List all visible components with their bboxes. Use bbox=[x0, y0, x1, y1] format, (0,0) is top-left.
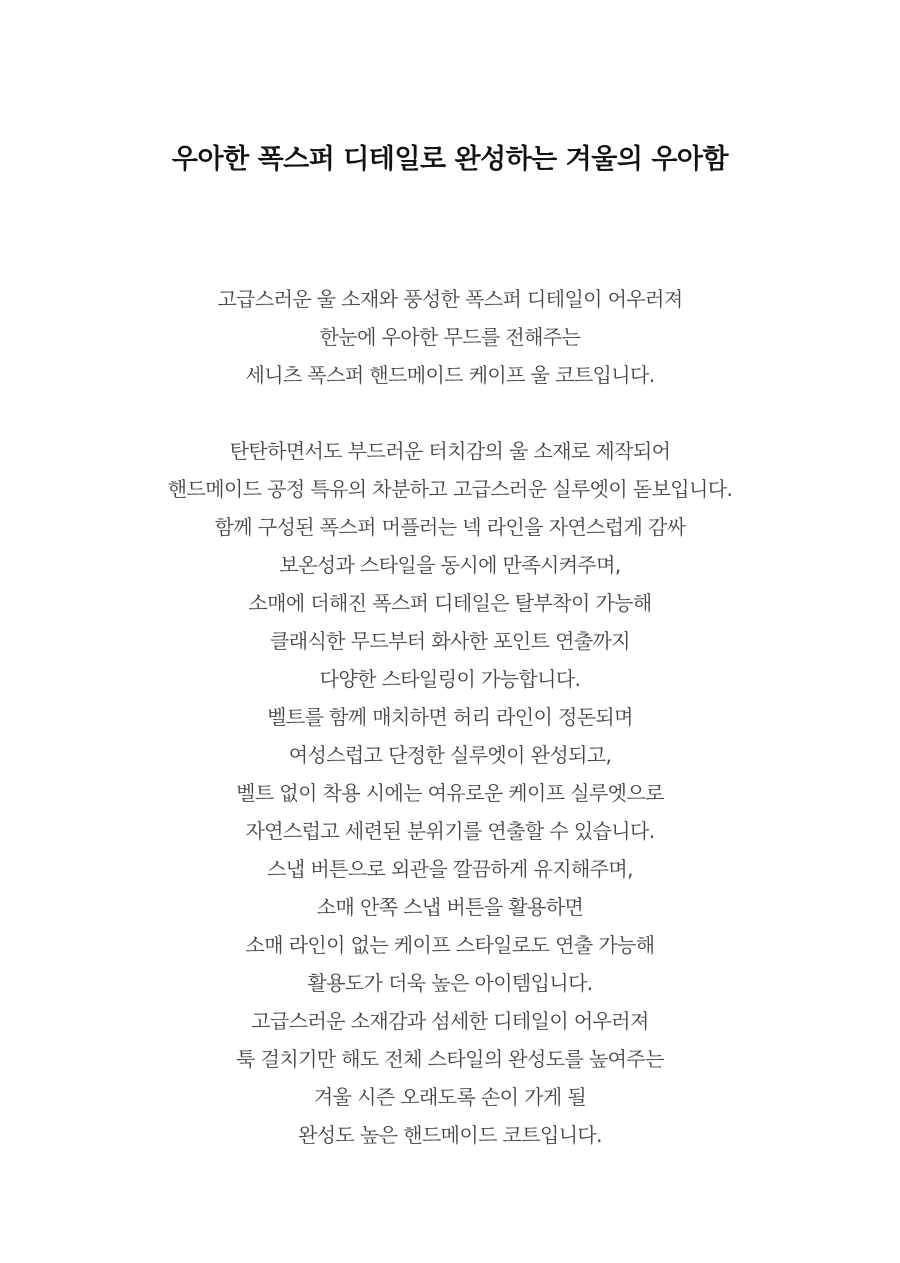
text-line: 보온성과 스타일을 동시에 만족시켜주며, bbox=[279, 553, 621, 577]
text-line: 함께 구성된 폭스퍼 머플러는 넥 라인을 자연스럽게 감싸 bbox=[214, 515, 686, 539]
text-line: 한눈에 우아한 무드를 전해주는 bbox=[319, 325, 581, 349]
text-line: 다양한 스타일링이 가능합니다. bbox=[319, 667, 581, 691]
text-line: 고급스러운 소재감과 섬세한 디테일이 어우러져 bbox=[251, 1009, 649, 1033]
text-line: 스냅 버튼으로 외관을 깔끔하게 유지해주며, bbox=[267, 857, 633, 881]
text-line: 고급스러운 울 소재와 풍성한 폭스퍼 디테일이 어우러져 bbox=[217, 287, 683, 311]
text-line: 소매 라인이 없는 케이프 스타일로도 연출 가능해 bbox=[245, 933, 655, 957]
text-line: 세니츠 폭스퍼 핸드메이드 케이프 울 코트입니다. bbox=[245, 363, 655, 387]
text-line: 자연스럽고 세련된 분위기를 연출할 수 있습니다. bbox=[245, 819, 655, 843]
text-line: 클래식한 무드부터 화사한 포인트 연출까지 bbox=[270, 629, 630, 653]
text-line: 겨울 시즌 오래도록 손이 가게 될 bbox=[313, 1085, 587, 1109]
text-line: 툭 걸치기만 해도 전체 스타일의 완성도를 높여주는 bbox=[236, 1047, 664, 1071]
text-line: 여성스럽고 단정한 실루엣이 완성되고, bbox=[288, 743, 612, 767]
text-line: 활용도가 더욱 높은 아이템입니다. bbox=[307, 971, 593, 995]
text-line: 벨트 없이 착용 시에는 여유로운 케이프 실루엣으로 bbox=[236, 781, 664, 805]
text-line: 소매 안쪽 스냅 버튼을 활용하면 bbox=[316, 895, 584, 919]
text-line: 핸드메이드 공정 특유의 차분하고 고급스러운 실루엣이 돋보입니다. bbox=[167, 477, 733, 501]
page-title: 우아한 폭스퍼 디테일로 완성하는 겨울의 우아함 bbox=[171, 144, 729, 175]
detail-paragraph bbox=[0, 432, 900, 1154]
text-line: 벨트를 함께 매치하면 허리 라인이 정돈되며 bbox=[267, 705, 633, 729]
text-line: 완성도 높은 핸드메이드 코트입니다. bbox=[298, 1123, 602, 1147]
text-line: 탄탄하면서도 부드러운 터치감의 울 소재로 제작되어 bbox=[229, 439, 671, 463]
text-line: 소매에 더해진 폭스퍼 디테일은 탈부착이 가능해 bbox=[248, 591, 652, 615]
intro-paragraph bbox=[0, 280, 900, 394]
description-body bbox=[0, 280, 900, 1154]
